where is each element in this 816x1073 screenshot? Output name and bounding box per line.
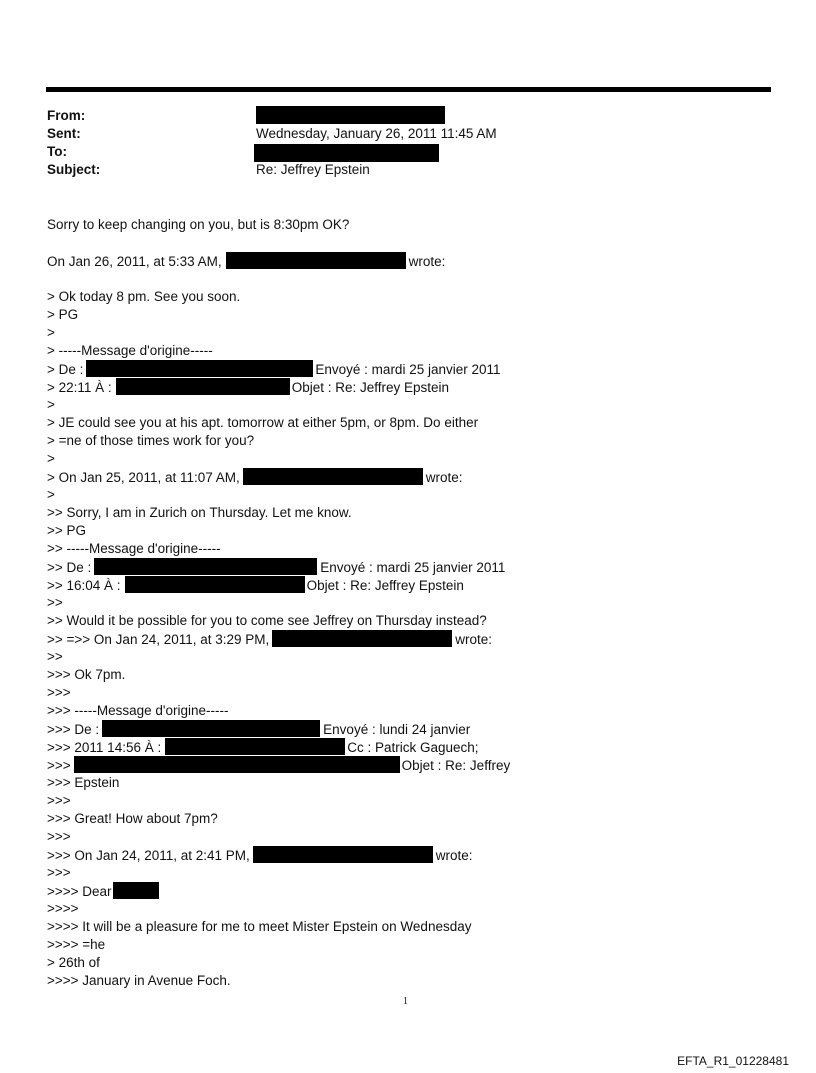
redacted-sender	[253, 846, 433, 863]
bates-number: EFTA_R1_01228481	[677, 1054, 789, 1068]
body-line: > De : Envoyé : mardi 25 janvier 2011	[47, 362, 501, 377]
redacted-to	[254, 144, 439, 162]
body-line: >> PG	[47, 523, 87, 538]
to-label: To:	[47, 144, 67, 159]
body-line: > PG	[47, 307, 79, 322]
body-line: >> Would it be possible for you to come see Jeffrey on Thursday instead?	[47, 613, 487, 628]
redacted-recipient	[165, 738, 345, 755]
body-line: > -----Message d'origine-----	[47, 343, 213, 358]
body-line: >> De : Envoyé : mardi 25 janvier 2011	[47, 560, 506, 575]
redacted-sender	[86, 360, 313, 377]
header-rule	[46, 87, 771, 92]
redacted-recipient	[125, 576, 305, 593]
subject-label: Subject:	[47, 162, 101, 177]
redacted-recipient	[74, 756, 400, 773]
body-line: >>>	[47, 685, 71, 700]
body-line: > 26th of	[47, 955, 100, 970]
body-line: On Jan 26, 2011, at 5:33 AM, wrote:	[47, 254, 446, 269]
sent-label: Sent:	[47, 126, 81, 141]
body-line: > Ok today 8 pm. See you soon.	[47, 289, 241, 304]
body-line: >>> On Jan 24, 2011, at 2:41 PM, wrote:	[47, 848, 473, 863]
body-line: >>> Ok 7pm.	[47, 667, 126, 682]
body-line: >> 16:04 À : Objet : Re: Jeffrey Epstein	[47, 578, 464, 593]
body-line: Sorry to keep changing on you, but is 8:30pm OK?	[47, 217, 350, 232]
body-line: >> =>> On Jan 24, 2011, at 3:29 PM, wrote:	[47, 632, 493, 647]
body-line: >> Sorry, I am in Zurich on Thursday. Let me know.	[47, 505, 352, 520]
body-line: >>>>	[47, 901, 79, 916]
body-line: >	[47, 487, 55, 502]
body-line: >	[47, 397, 55, 412]
body-line: >>>> January in Avenue Foch.	[47, 973, 231, 988]
redacted-recipient	[116, 378, 290, 395]
body-line: >>> Objet : Re: Jeffrey	[47, 758, 511, 773]
redacted-sender	[94, 558, 317, 575]
page-number: 1	[403, 996, 408, 1007]
body-line: >>>> =he	[47, 937, 106, 952]
body-line: >>>	[47, 865, 71, 880]
body-line: >> -----Message d'origine-----	[47, 541, 221, 556]
body-line: >>> Great! How about 7pm?	[47, 811, 218, 826]
body-line: >>> -----Message d'origine-----	[47, 703, 229, 718]
body-line: >>	[47, 595, 63, 610]
body-line: > JE could see you at his apt. tomorrow at either 5pm, or 8pm. Do either	[47, 415, 479, 430]
body-line: >>>> Dear	[47, 882, 159, 901]
body-line: >	[47, 325, 55, 340]
body-line: >	[47, 451, 55, 466]
subject-value: Re: Jeffrey Epstein	[256, 162, 370, 177]
body-line: > =ne of those times work for you?	[47, 433, 255, 448]
redacted-sender	[102, 720, 320, 737]
sent-value: Wednesday, January 26, 2011 11:45 AM	[256, 126, 497, 141]
body-line: >>>	[47, 793, 71, 808]
redacted-from	[256, 106, 445, 124]
body-line: >>> Epstein	[47, 775, 120, 790]
redacted-sender	[226, 252, 406, 269]
redacted-name	[113, 882, 159, 899]
body-line: >>> 2011 14:56 À : Cc : Patrick Gaguech;	[47, 740, 479, 755]
from-label: From:	[47, 108, 86, 123]
body-line: > On Jan 25, 2011, at 11:07 AM, wrote:	[47, 470, 463, 485]
body-line: >>	[47, 649, 63, 664]
body-line: >>>	[47, 829, 71, 844]
redacted-sender	[272, 630, 452, 647]
body-line: >>>> It will be a pleasure for me to meet Mister Epstein on Wednesday	[47, 919, 472, 934]
body-line: > 22:11 À : Objet : Re: Jeffrey Epstein	[47, 380, 450, 395]
redacted-sender	[243, 468, 423, 485]
body-line: >>> De : Envoyé : lundi 24 janvier	[47, 722, 471, 737]
